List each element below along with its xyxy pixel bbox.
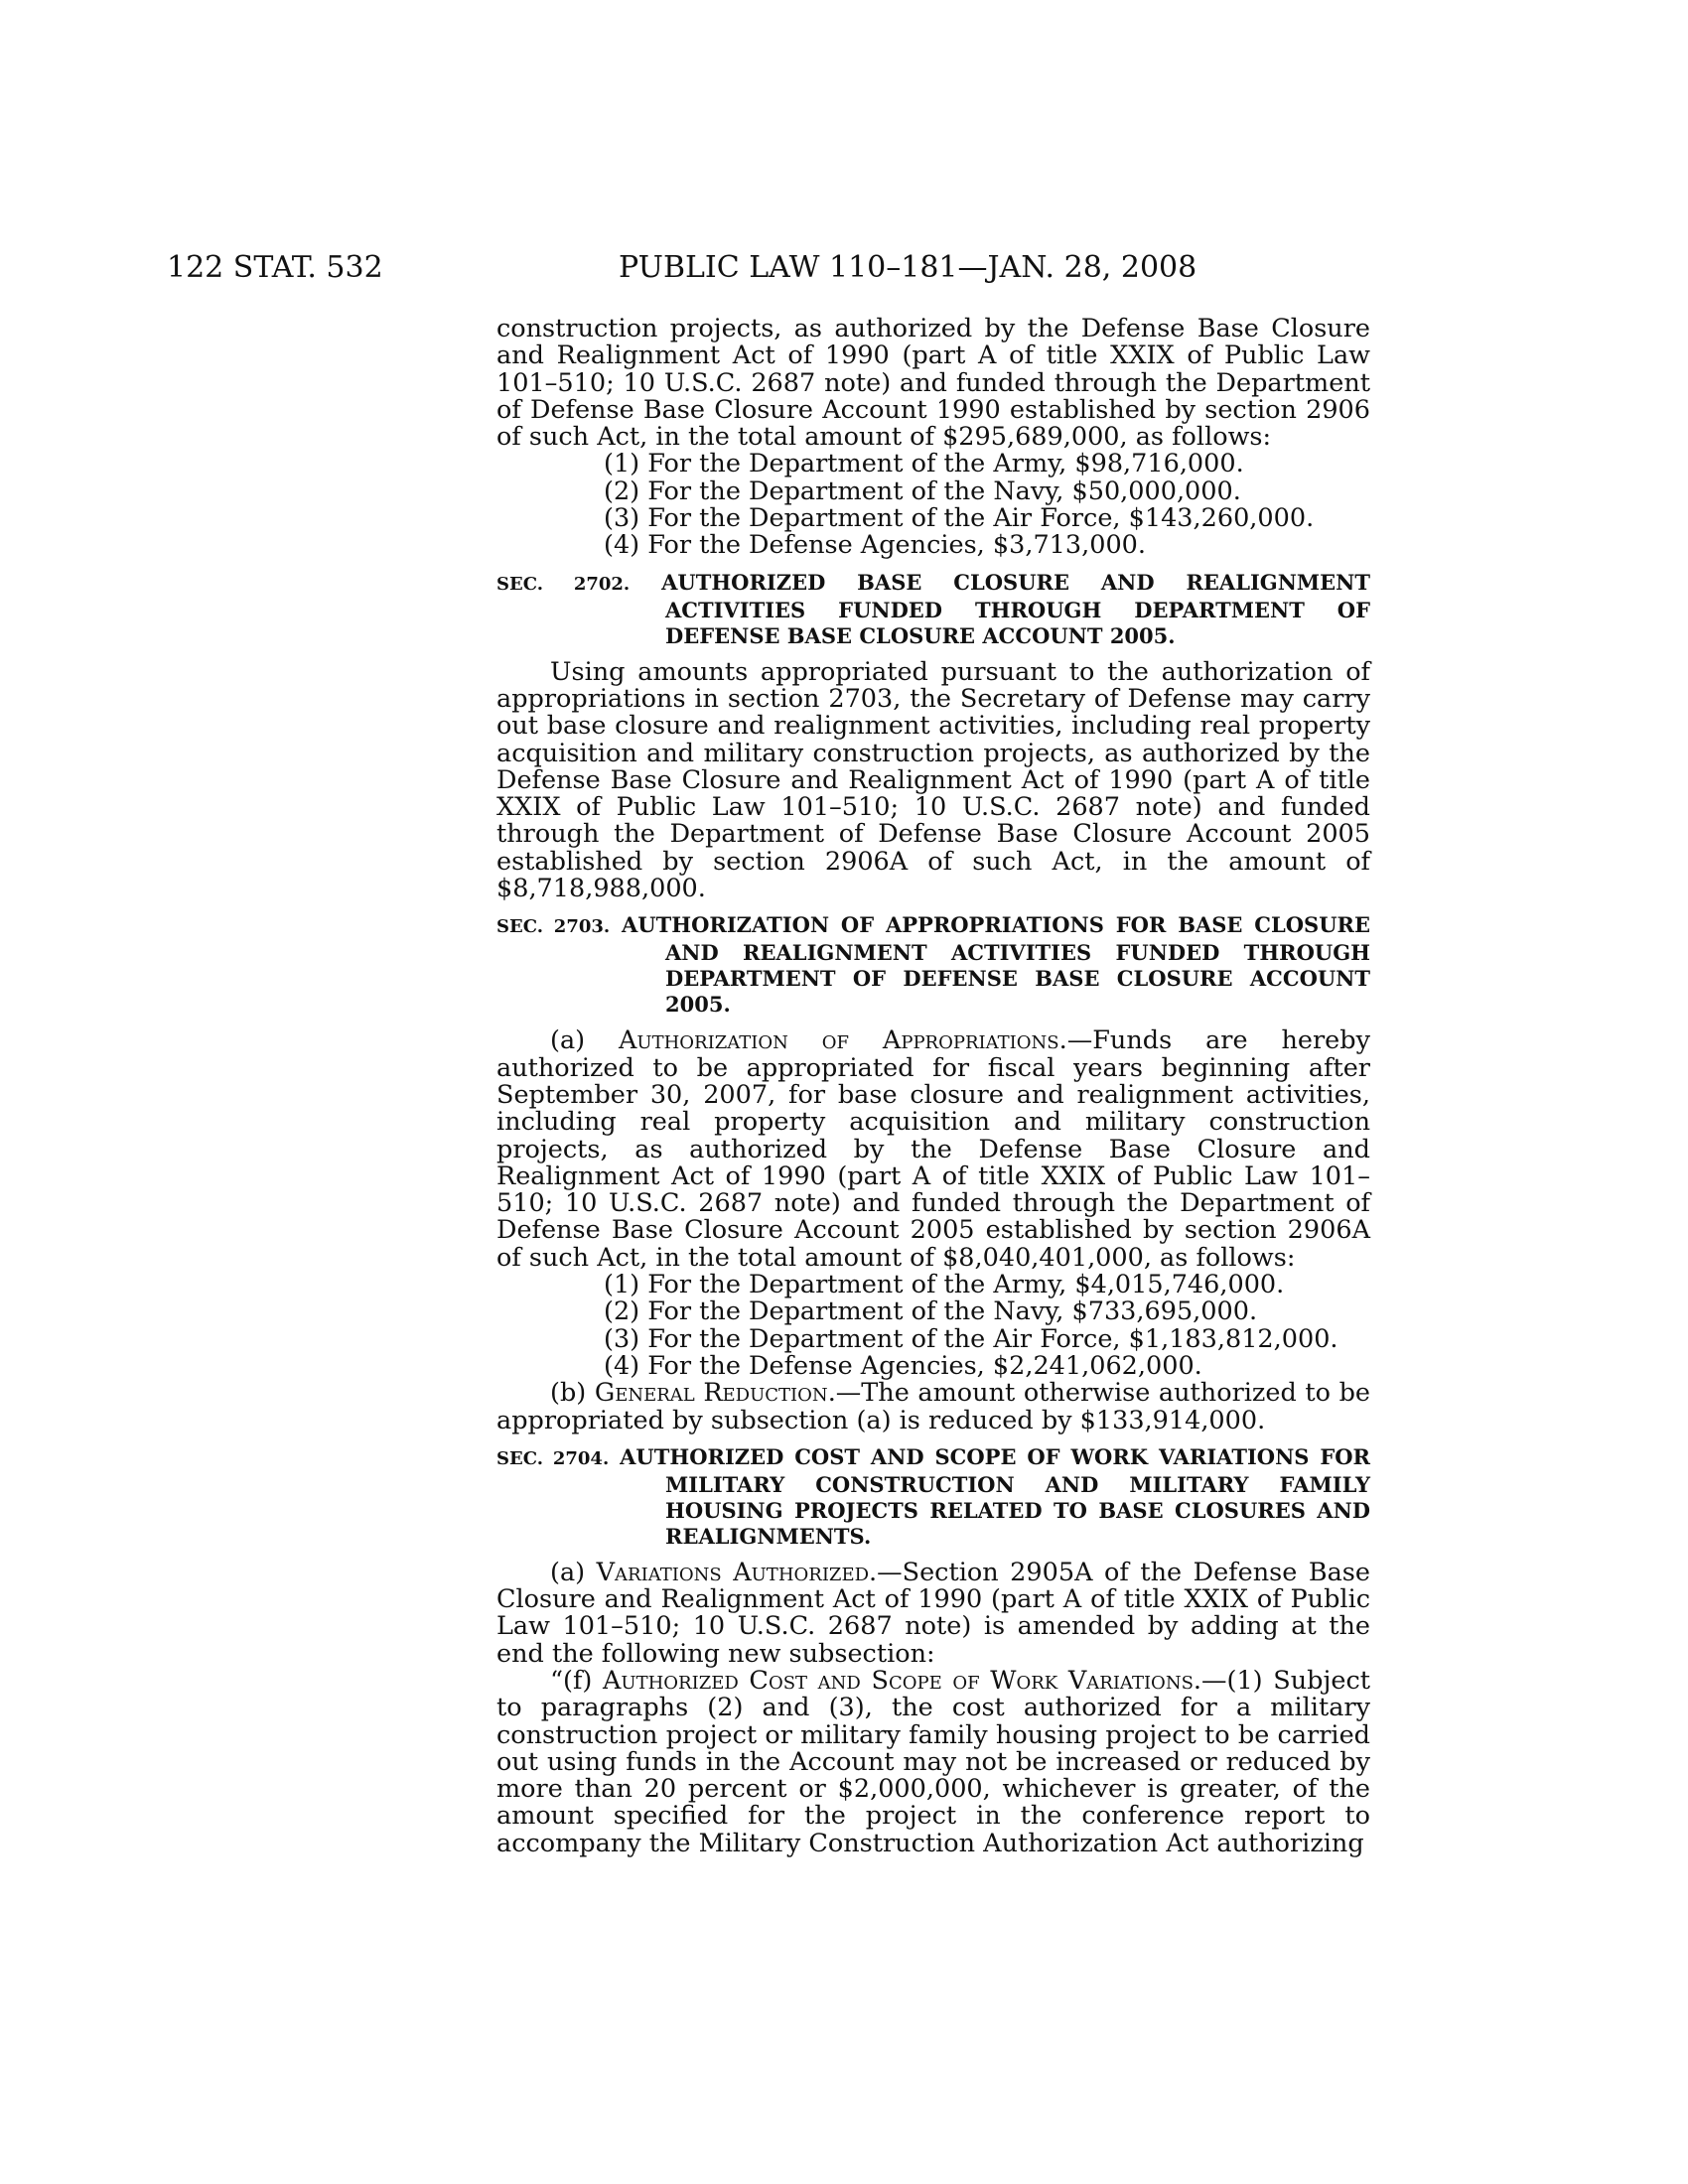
- section-number: SEC. 2703.: [496, 916, 611, 938]
- subsection-caption: Authorized Cost and Scope of Work Variations: [603, 1665, 1194, 1696]
- page-body: [496, 316, 1370, 1857]
- section-title: AUTHORIZED BASE CLOSURE AND REALIGNMENT ACTIVITIES FUNDED THROUGH DEPARTMENT OF DEFENSE BASE CLOSURE ACCOUNT 2005.: [661, 569, 1370, 648]
- section-number: SEC. 2702.: [496, 573, 631, 595]
- section-title: AUTHORIZED COST AND SCOPE OF WORK VARIATIONS FOR MILITARY CONSTRUCTION AND MILITARY FAMILY HOUSING PROJECTS RELATED TO BASE CLOSURES AND REALIGNMENTS.: [620, 1443, 1370, 1549]
- section-heading-2704: [496, 1444, 1370, 1550]
- subsection-caption: Authorization of Appropriations: [619, 1025, 1059, 1056]
- list-item: (2) For the Department of the Navy, $733,695,000.: [604, 1297, 1258, 1327]
- list-item: (2) For the Department of the Navy, $50,000,000.: [604, 476, 1241, 506]
- subsection-text: .—Section 2905A of the Defense Base Closure and Realignment Act of 1990 (part A of title XXIX of Public Law 101–510; 10 U.S.C. 2687 note) is amended by adding at the end the following new subsection:: [496, 1557, 1370, 1669]
- subsection-label: (b): [550, 1378, 595, 1409]
- subsection-caption: General Reduction: [594, 1378, 828, 1409]
- section-2702-body: Using amounts appropriated pursuant to the authorization of appropriations in section 2703, the Secretary of Defense may carry out base closure and realignment activities, including real property acquisition and military construction projects, as authorized by the Defense Base Closure and Realignment Act of 1990 (part A of title XXIX of Public Law 101–510; 10 U.S.C. 2687 note) and funded through the Department of Defense Base Closure Account 2005 established by section 2906A of such Act, in the amount of $8,718,988,000.: [496, 656, 1370, 904]
- subsection-a: [496, 1557, 1370, 1669]
- inserted-subsection-f: [496, 1665, 1371, 1858]
- subsection-a: [496, 1027, 1370, 1272]
- section-heading-2702: [496, 570, 1370, 649]
- list-item: (3) For the Department of the Air Force, $143,260,000.: [604, 503, 1315, 534]
- list-item: (1) For the Department of the Army, $4,015,746,000.: [604, 1270, 1285, 1300]
- subsection-text: .—The amount otherwise authorized to be appropriated by subsection (a) is reduced by $133,914,000.: [496, 1378, 1370, 1435]
- list-item: (1) For the Department of the Army, $98,716,000.: [604, 449, 1244, 479]
- running-head: PUBLIC LAW 110–181—JAN. 28, 2008: [619, 250, 1197, 285]
- subsection-b: [496, 1380, 1370, 1434]
- list-item: (3) For the Department of the Air Force, $1,183,812,000.: [604, 1323, 1338, 1354]
- section-heading-2703: [496, 912, 1370, 1018]
- subsection-label: (a): [550, 1025, 620, 1056]
- subsection-label: “(f): [550, 1665, 604, 1696]
- subsection-caption: Variations Authorized: [596, 1557, 870, 1587]
- stat-page-number: 122 STAT. 532: [167, 250, 383, 285]
- section-number: SEC. 2704.: [496, 1447, 610, 1469]
- subsection-label: (a): [550, 1557, 597, 1587]
- intro-paragraph: construction projects, as authorized by the Defense Base Closure and Realignment Act of 1990 (part A of title XXIX of Public Law 101–510; 10 U.S.C. 2687 note) and funded through the Department of Defense Base Closure Account 1990 established by section 2906 of such Act, in the total amount of $295,689,000, as follows:: [496, 314, 1370, 453]
- list-item: (4) For the Defense Agencies, $2,241,062,000.: [604, 1350, 1202, 1381]
- subsection-text: .—Funds are hereby authorized to be appropriated for fiscal years beginning after September 30, 2007, for base closure and realignment activities, including real property acquisition and military construction projects, as authorized by the Defense Base Closure and Realignment Act of 1990 (part A of title XXIX of Public Law 101–510; 10 U.S.C. 2687 note) and funded through the Department of Defense Base Closure Account 2005 established by section 2906A of such Act, in the total amount of $8,040,401,000, as follows:: [496, 1025, 1370, 1273]
- subsection-text: .—(1) Subject to paragraphs (2) and (3), the cost authorized for a military construction project or military family housing project to be carried out using funds in the Account may not be increased or reduced by more than 20 percent or $2,000,000, whichever is greater, of the amount specified for the project in the conference report to accompany the Military Construction Authorization Act authorizing: [496, 1665, 1371, 1858]
- list-item: (4) For the Defense Agencies, $3,713,000.: [604, 530, 1146, 561]
- section-title: AUTHORIZATION OF APPROPRIATIONS FOR BASE CLOSURE AND REALIGNMENT ACTIVITIES FUNDED THROUGH DEPARTMENT OF DEFENSE BASE CLOSURE ACCOUNT 2005.: [622, 912, 1370, 1018]
